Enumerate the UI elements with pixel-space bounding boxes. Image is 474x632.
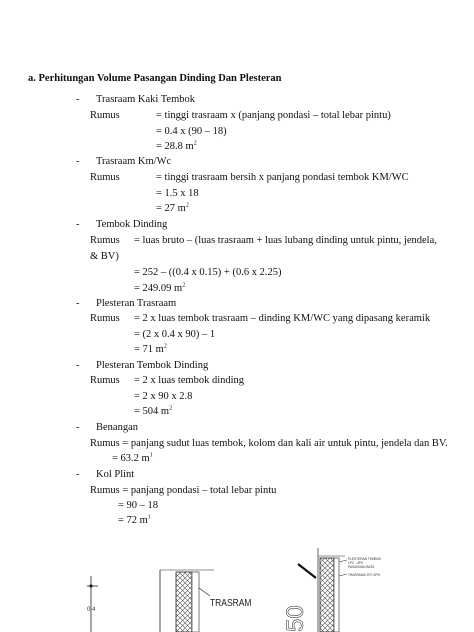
- list-dash: -: [76, 156, 80, 167]
- dimension-line-left: [87, 576, 98, 632]
- list-dash: -: [76, 469, 80, 480]
- formula-line: = 2 x luas tembok dinding: [134, 375, 245, 386]
- unit-exponent: 2: [185, 202, 189, 209]
- drawing-note: PASANGAN BATA: [348, 565, 375, 569]
- formula-line: = 252 – ((0.4 x 0.15) + (0.6 x 2.25): [134, 267, 282, 278]
- list-dash: -: [76, 360, 80, 371]
- list-dash: -: [76, 94, 80, 105]
- dimension-label-left: 0.4: [87, 607, 96, 613]
- formula-line: = 0.4 x (90 – 18): [156, 126, 227, 137]
- drawing-note: 1PC : 4PS: [348, 561, 363, 565]
- formula-line: Rumus = panjang pondasi – total lebar pintu: [90, 485, 277, 496]
- formula-line: = luas bruto – (luas trasraam + luas lubang dinding untuk pintu, jendela,: [134, 235, 437, 246]
- rumus-label: Rumus: [90, 110, 120, 121]
- rumus-label: Rumus: [90, 235, 120, 246]
- rumus-label: Rumus: [90, 172, 120, 183]
- section-heading: a. Perhitungan Volume Pasangan Dinding Dan Plesteran: [28, 73, 282, 84]
- item-title: Plesteran Trasraam: [96, 298, 177, 309]
- drawing-note: PLESTERAN TEMBOK: [348, 557, 382, 561]
- formula-line: Rumus = panjang sudut luas tembok, kolom dan kali air untuk pintu, jendela dan BV.: [90, 438, 448, 449]
- formula-result: = 249.09 $m^2$: [134, 282, 186, 294]
- item-title: Trasraam Km/Wc: [96, 156, 172, 167]
- formula-line: = (2 x 0.4 x 90) – 1: [134, 329, 216, 340]
- list-dash: -: [76, 422, 80, 433]
- list-dash: -: [76, 298, 80, 309]
- rumus-label: Rumus: [90, 375, 120, 386]
- item-title: Benangan: [96, 422, 138, 433]
- item-title: Kol Plint: [96, 469, 135, 480]
- formula-result: = 504 $m^2$: [134, 405, 173, 417]
- unit-exponent: 2: [182, 282, 186, 289]
- unit-exponent: 2: [163, 343, 167, 350]
- formula-line: = 2 x 90 x 2.8: [134, 391, 193, 402]
- formula-result: = 72 $m^1$: [118, 514, 151, 526]
- rumus-label: Rumus: [90, 313, 120, 324]
- unit-exponent: 2: [169, 405, 173, 412]
- formula-line: = tinggi trasraam bersih x panjang pondasi tembok KM/WC: [156, 172, 409, 183]
- dimension-label-large: 50: [282, 605, 309, 632]
- wall-section-1: [160, 570, 252, 632]
- formula-result: = 71 $m^2$: [134, 343, 167, 355]
- list-dash: -: [76, 219, 80, 230]
- formula-line: = tinggi trasraam x (panjang pondasi – total lebar pintu): [156, 110, 391, 121]
- item-title: Tembok Dinding: [96, 219, 168, 230]
- drawing-note: TRASRAAM 1PC:3PS: [348, 573, 380, 577]
- formula-line: = 2 x luas tembok trasraam – dinding KM/WC yang dipasang keramik: [134, 313, 431, 324]
- unit-exponent: 1: [147, 514, 151, 521]
- formula-result: = 27 $m^2$: [156, 202, 189, 214]
- formula-line: & BV): [90, 251, 119, 262]
- trasraam-label: TRASRAM: [210, 597, 252, 609]
- formula-result: = 28.8 $m^2$: [156, 140, 197, 152]
- wall-section-2: [298, 548, 382, 632]
- item-title: Plesteran Tembok Dinding: [96, 360, 209, 371]
- formula-line: = 90 – 18: [118, 500, 159, 511]
- unit-exponent: 1: [149, 452, 153, 459]
- item-title: Trasraam Kaki Tembok: [96, 94, 196, 105]
- unit-exponent: 2: [193, 140, 197, 147]
- trasraam-detail-drawing: [0, 548, 474, 632]
- formula-result: = 63.2 $m^1$: [112, 452, 153, 464]
- formula-line: = 1.5 x 18: [156, 188, 199, 199]
